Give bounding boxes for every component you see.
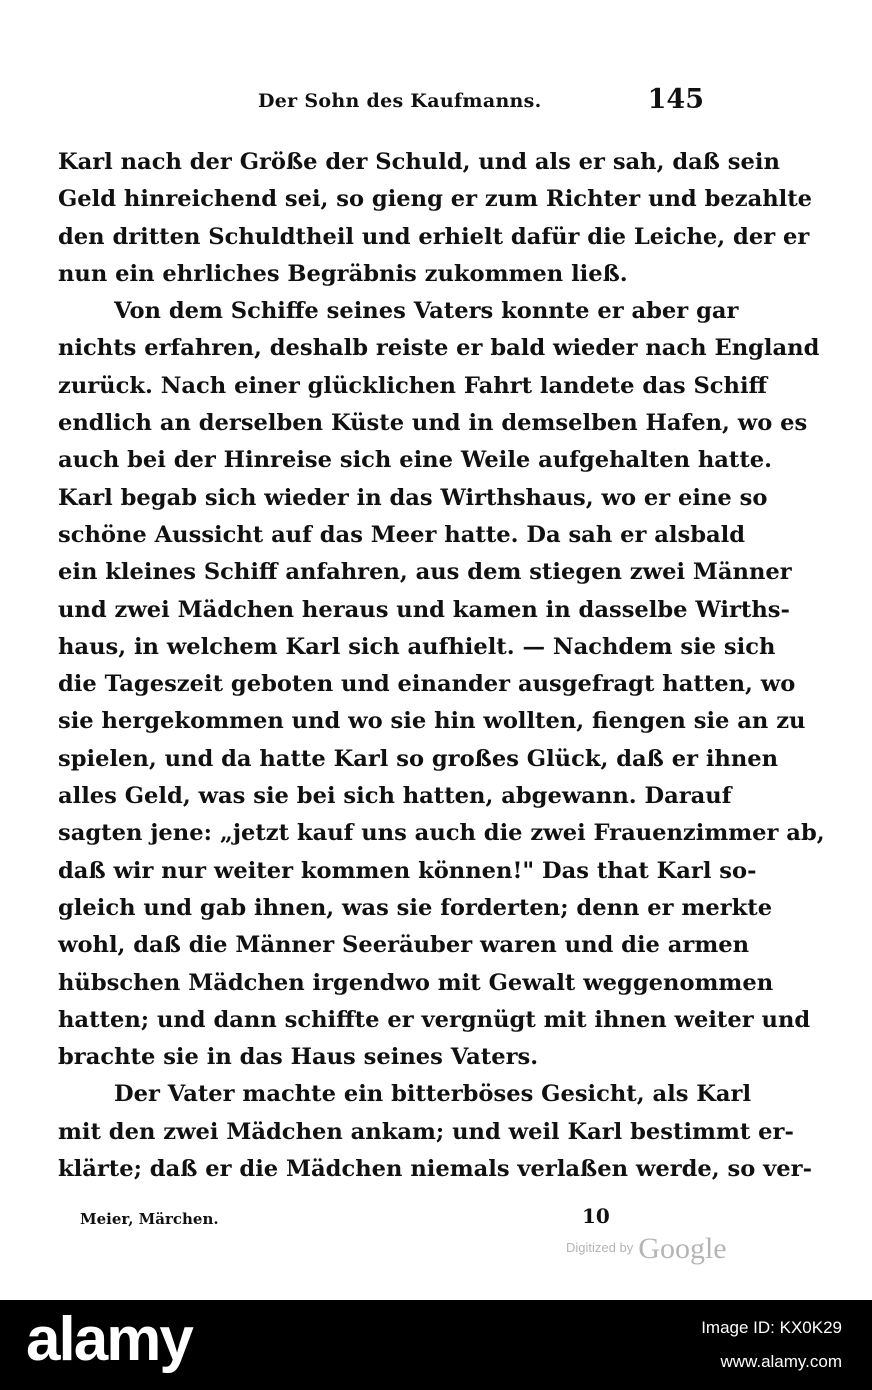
text-line: Geld hinreichend sei, so gieng er zum Richter und bezahlte <box>58 186 813 213</box>
text-line: auch bei der Hinreise sich eine Weile aufgehalten hatte. <box>58 447 773 474</box>
footer-signature: Meier, Märchen. <box>80 1210 219 1228</box>
text-line: zurück. Nach einer glücklichen Fahrt landete das Schiff <box>58 372 768 399</box>
text-line: ein kleines Schiff anfahren, aus dem stiegen zwei Männer <box>58 559 792 586</box>
signature-mark: 10 <box>582 1204 610 1228</box>
text-line: nun ein ehrliches Begräbnis zukommen ließ. <box>58 260 628 287</box>
text-line: gleich und gab ihnen, was sie forderten; denn er merkte <box>58 894 773 921</box>
page-number: 145 <box>647 84 704 115</box>
stock-watermark-bar <box>0 1300 872 1390</box>
text-line: daß wir nur weiter kommen können!" Das that Karl so- <box>58 857 757 884</box>
text-line: mit den zwei Mädchen ankam; und weil Karl bestimmt er- <box>58 1118 794 1145</box>
image-id: Image ID: KX0K29 <box>701 1318 842 1337</box>
google-logo: Google <box>638 1232 727 1265</box>
text-line: Der Vater machte ein bitterböses Gesicht, als Karl <box>114 1081 752 1108</box>
text-line: Karl begab sich wieder in das Wirthshaus, wo er eine so <box>58 484 768 511</box>
text-line: alles Geld, was sie bei sich hatten, abgewann. Darauf <box>58 783 732 810</box>
text-line: nichts erfahren, deshalb reiste er bald wieder nach England <box>58 335 820 362</box>
text-line: Karl nach der Größe der Schuld, und als er sah, daß sein <box>58 149 780 175</box>
text-line: und zwei Mädchen heraus und kamen in dasselbe Wirths- <box>58 596 790 623</box>
text-line: schöne Aussicht auf das Meer hatte. Da sah er alsbald <box>58 521 746 548</box>
text-line: die Tageszeit geboten und einander ausgefragt hatten, wo <box>58 671 796 698</box>
digitized-by-watermark <box>566 1232 727 1272</box>
stock-url: www.alamy.com <box>720 1352 842 1371</box>
text-line: klärte; daß er die Mädchen niemals verlaßen werde, so ver- <box>58 1156 812 1183</box>
text-line: Von dem Schiffe seines Vaters konnte er aber gar <box>114 298 739 325</box>
digitized-prefix: Digitized by <box>566 1240 634 1255</box>
text-line: sie hergekommen und wo sie hin wollten, fiengen sie an zu <box>58 708 806 735</box>
page-header <box>58 84 704 120</box>
text-line: spielen, und da hatte Karl so großes Glück, daß er ihnen <box>58 745 779 772</box>
text-line: brachte sie in das Haus seines Vaters. <box>58 1044 539 1071</box>
text-line: wohl, daß die Männer Seeräuber waren und die armen <box>58 932 750 959</box>
alamy-logo: alamy <box>26 1305 192 1374</box>
running-title: Der Sohn des Kaufmanns. <box>258 90 542 112</box>
body-text <box>58 144 825 1188</box>
text-line: hübschen Mädchen irgendwo mit Gewalt weggenommen <box>58 969 774 996</box>
text-line: sagten jene: „jetzt kauf uns auch die zwei Frauenzimmer ab, <box>58 820 825 847</box>
text-line: den dritten Schuldtheil und erhielt dafür die Leiche, der er <box>58 223 810 250</box>
text-line: endlich an derselben Küste und in demselben Hafen, wo es <box>58 410 808 437</box>
text-line: hatten; und dann schiffte er vergnügt mit ihnen weiter und <box>58 1006 811 1033</box>
page-footer <box>80 1204 700 1234</box>
text-line: haus, in welchem Karl sich aufhielt. — Nachdem sie sich <box>58 633 776 660</box>
